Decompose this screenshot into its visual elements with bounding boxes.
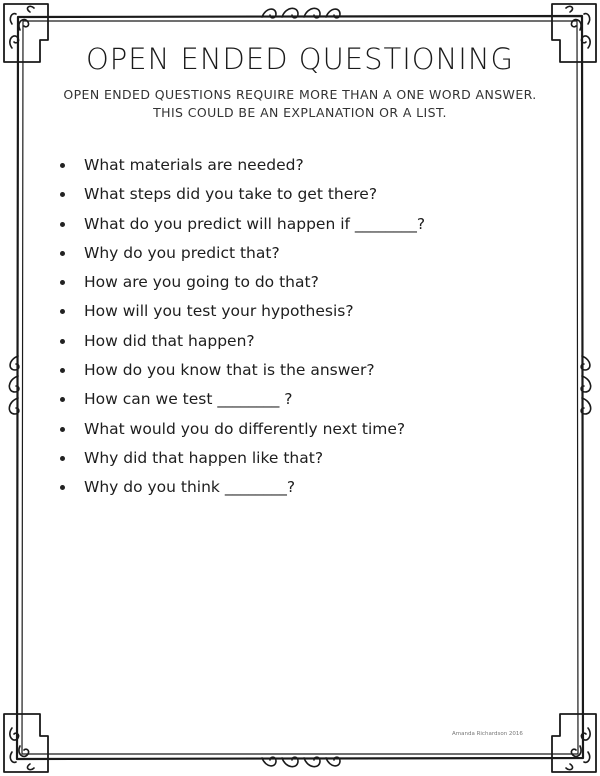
- list-item: [58, 473, 538, 502]
- list-item: [58, 180, 538, 209]
- bullet-icon: [60, 427, 65, 432]
- question-text: What would you do differently next time?: [84, 419, 406, 438]
- question-text: What materials are needed?: [84, 156, 304, 174]
- bullet-icon: [60, 339, 65, 344]
- bullet-icon: [60, 368, 65, 373]
- question-text: What steps did you take to get there?: [84, 185, 378, 204]
- bullet-icon: [60, 192, 65, 197]
- question-text: How do you know that is the answer?: [84, 361, 375, 380]
- bullet-icon: [60, 456, 65, 461]
- list-item: [58, 415, 538, 444]
- bullet-icon: [60, 222, 65, 227]
- corner-ornament-bottom-left: [4, 714, 48, 772]
- bullet-icon: [60, 251, 65, 256]
- question-list: [58, 151, 538, 503]
- question-text: Why did that happen like that?: [84, 448, 324, 467]
- list-item: [58, 268, 538, 297]
- list-item: [58, 297, 538, 326]
- list-item: [58, 210, 538, 239]
- list-item: [58, 356, 538, 385]
- page-title: OPEN ENDED QUESTIONING: [85, 42, 515, 76]
- bullet-icon: [60, 397, 65, 402]
- bullet-icon: [60, 163, 65, 168]
- list-item: [58, 385, 538, 414]
- bullet-icon: [60, 485, 65, 490]
- list-item: [58, 444, 538, 473]
- question-text: How can we test ________ ?: [84, 390, 293, 409]
- list-item: [58, 239, 538, 268]
- bullet-icon: [60, 280, 65, 285]
- list-item: [58, 327, 538, 356]
- question-text: Why do you predict that?: [84, 243, 280, 262]
- question-text: How will you test your hypothesis?: [84, 302, 354, 321]
- author-credit: Amanda Richardson 2016: [452, 731, 523, 737]
- question-text: How did that happen?: [84, 331, 255, 350]
- corner-ornament-bottom-right: [552, 714, 596, 772]
- subtitle-line-2: THIS COULD BE AN EXPLANATION OR A LIST.: [153, 105, 447, 120]
- list-item: [58, 151, 538, 180]
- question-text: Why do you think ________?: [84, 478, 296, 497]
- page-subtitle: [0, 86, 600, 122]
- question-text: What do you predict will happen if ________?: [84, 214, 426, 233]
- subtitle-line-1: OPEN ENDED QUESTIONS REQUIRE MORE THAN A ONE WORD ANSWER.: [63, 87, 537, 102]
- bullet-icon: [60, 309, 65, 314]
- question-text: How are you going to do that?: [84, 273, 319, 292]
